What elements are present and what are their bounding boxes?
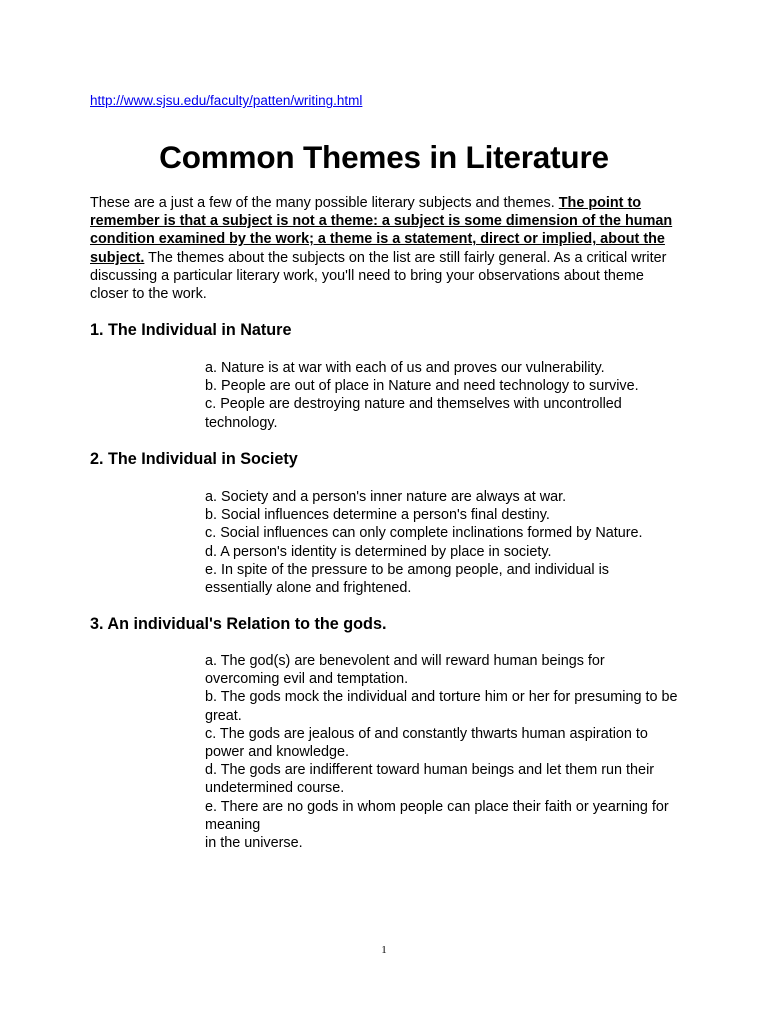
list-item: b. The gods mock the individual and torture him or her for presuming to be great. <box>205 689 678 724</box>
list-item: c. Social influences can only complete inclinations formed by Nature. <box>205 525 643 542</box>
section-heading-society: 2. The Individual in Society <box>90 450 298 468</box>
page-title: Common Themes in Literature <box>159 139 609 175</box>
list-item: c. The gods are jealous of and constantly thwarts human aspiration to power and knowledge. <box>205 725 648 761</box>
list-item: e. In spite of the pressure to be among people, and individual is essentially alone and frightened. <box>205 561 609 597</box>
page-number: 1 <box>381 944 387 956</box>
section-list-gods <box>205 652 680 852</box>
intro-tail-text: The themes about the subjects on the list are still fairly general. As a critical writer discussing a particular literary work, you'll need to bring your observations about theme closer to the work. <box>90 249 667 303</box>
list-item: b. Social influences determine a person's final destiny. <box>205 507 550 524</box>
list-item: c. People are destroying nature and themselves with uncontrolled technology. <box>205 396 622 431</box>
section-heading-nature: 1. The Individual in Nature <box>90 321 292 339</box>
list-item: in the universe. <box>205 835 303 852</box>
intro-paragraph <box>90 194 678 303</box>
list-item: d. A person's identity is determined by place in society. <box>205 543 552 560</box>
source-url-link[interactable]: http://www.sjsu.edu/faculty/patten/writing.html <box>90 93 363 108</box>
intro-emphasis-text: The point to remember is that a subject is not a theme: a subject is some dimension of the human condition examined by the work; a theme is a statement, direct or implied, about the subject. <box>90 195 673 266</box>
intro-lead-text: These are a just a few of the many possible literary subjects and themes. <box>90 195 559 211</box>
list-item: b. People are out of place in Nature and need technology to survive. <box>205 378 639 395</box>
list-item: e. There are no gods in whom people can place their faith or yearning for meaning <box>205 798 669 833</box>
section-heading-gods: 3. An individual's Relation to the gods. <box>90 615 387 633</box>
list-item: a. The god(s) are benevolent and will reward human beings for overcoming evil and temptation. <box>205 653 605 688</box>
list-item: a. Nature is at war with each of us and proves our vulnerability. <box>205 360 605 376</box>
section-list-nature <box>205 359 680 432</box>
section-list-society <box>205 488 680 597</box>
list-item: a. Society and a person's inner nature are always at war. <box>205 489 567 505</box>
list-item: d. The gods are indifferent toward human beings and let them run their undetermined course. <box>205 762 655 797</box>
